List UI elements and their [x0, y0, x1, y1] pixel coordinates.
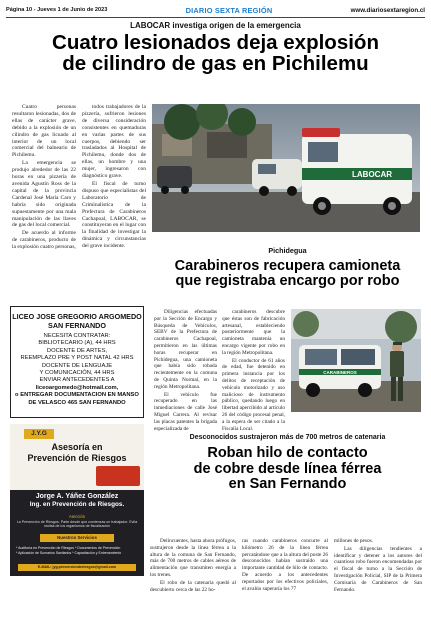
story3-kicker: Desconocidos sustrajeron más de 700 metros de catenaria	[189, 434, 386, 441]
story3-col1-p2: El robo de la catenaria quedó al descubierto cerca de las 22 ho-	[150, 579, 236, 593]
story1-kicker: LABOCAR investiga origen de la emergencia	[130, 21, 301, 30]
story2-headline-line1: Carabineros recupera camioneta	[174, 258, 401, 274]
story2-kicker: Pichidegua	[268, 246, 307, 255]
story1-headline-line1: Cuatro lesionados deja explosión	[52, 31, 379, 54]
story3-headline-line3: en San Fernando	[228, 476, 347, 492]
jyg-services-heading: Nuestros Servicios	[40, 534, 114, 542]
story3-headline-line1: Roban hilo de contacto	[207, 445, 368, 461]
story1-headline-line2: de cilindro de gas en Pichilemu	[62, 51, 369, 75]
story2-col2-p2: El conductor de 61 años de edad, fue detenido en primera instancia por los delitos de receptación de vehículo motorizado y uso malicioso de instrumento público, quedando luego en libertad apercibido al artículo 26 del código procesal penal, a la espera de ser citado a la Fiscalía Local.	[222, 357, 285, 432]
story3-col1	[150, 538, 236, 594]
ambulance-illustration	[152, 104, 420, 232]
liceo-line-3: DOCENTE DE ARTES,	[46, 347, 108, 354]
jyg-services-2: * Aplicación de Sumarios Sanitarios * Capacitación y Entrenamiento	[16, 551, 122, 555]
story2-headline	[150, 259, 425, 289]
liceo-line-4: REEMPLAZO PRE Y POST NATAL 42 HRS	[20, 355, 134, 362]
jyg-services-1: * Auditoría en Prevención de Riesgos * Documentos de Prevención	[16, 546, 121, 550]
police-truck-photo	[291, 309, 421, 412]
jyg-ad-top	[10, 424, 144, 490]
story2-col1-p2: El vehículo fue recuperado en las inmediaciones de calle José Miguel Carrera. Al revisar las placas patentes la brigada especializada de	[154, 391, 217, 432]
story3-headline	[150, 446, 425, 493]
page-header	[6, 4, 425, 16]
story3-col2	[242, 538, 328, 593]
story1-col2-p2: El fiscal de turno dispuso que especialistas del Laboratorio de Criminalística de la Prefectura de Carabineros Cachapoal, LABOCAR, se constituyeran en el lugar con la finalidad de investigar la dinámica y circunstancias del grave incidente.	[82, 180, 146, 250]
story3-col3-p1: millones de pesos.	[334, 538, 373, 544]
liceo-address: DE VELASCO 465 SAN FERNANDO	[28, 399, 126, 406]
ambulance-label: LABOCAR	[352, 170, 392, 179]
liceo-line-2: BIBLIOTECARIO (A), 44 HRS	[38, 340, 116, 347]
liceo-email[interactable]: liceoargomedo@hotmail.com,	[35, 384, 119, 391]
story3-col3	[334, 538, 422, 594]
liceo-title-line2: SAN FERNANDO	[48, 321, 106, 330]
story1-col2-p1: todos trabajadores de la pizzería, sufrieron lesiones de diversa consideración consistentes en quemaduras en varias partes de sus cuerpos, debiendo ser trasladados al Hospital de Pichilemu, donde dos de ellas, un hombre y una mujer, ingresaron con diagnóstico grave.	[82, 104, 146, 180]
jyg-name: Jorge A. Yáñez González	[35, 493, 119, 500]
jyg-contact-badge	[96, 466, 140, 486]
story2-col2-p1: carabineros descubre que éstas son de fabricación artesanal, estableciendo posteriormente que la camioneta mantenía un encargo vigente por robo en la región Metropolitana.	[222, 309, 285, 356]
story3-col1-p1: Delincuentes, hasta ahora prófugos, sustrajeron desde la línea férrea a la altura de la comuna de San Fernando, más de 700 metros de cables aéreos de alimentación que transmiten energía a los trenes.	[150, 538, 236, 578]
story2-col1	[154, 309, 217, 433]
liceo-line-7: ENVIAR ANTECEDENTES A	[39, 377, 115, 384]
liceo-title-line1: LICEO JOSE GREGORIO ARGOMEDO	[12, 312, 142, 321]
jyg-small-heading: Atención	[68, 514, 86, 519]
jyg-logo: J.Y.G	[24, 429, 54, 439]
liceo-line-9: o ENTREGAR DOCUMENTACION EN MANSO	[15, 392, 139, 399]
story3-headline-line2: de cobre desde línea férrea	[193, 460, 382, 477]
truck-label: CARABINEROS	[323, 370, 357, 375]
jyg-title-line2: Prevención de Riesgos	[27, 453, 127, 463]
ambulance-photo	[152, 104, 420, 232]
newspaper-brand: DIARIO SEXTA REGIÓN	[185, 5, 273, 15]
story1-col1-p2: La emergencia se produjo alrededor de las 22 horas en una pizzería de avenida Agustín Ross de la capital de la provincia Cardenal José María Caro y habría sido originada supuestamente por una mala manipulación de las llaves de gas del local comercial.	[12, 160, 76, 229]
jyg-title-line1: Asesoría en	[51, 442, 103, 452]
story2-col1-p1: Diligencias efectuadas por la Sección de Encargo y Búsqueda de Vehículos, SEBV de la Prefectura de carabineros Cachapoal, permitieron en las últimas horas recuperar en Pichidegua, una camioneta que había sido robada recientemente en la comuna de Quinta Normal, en la región Metropolitana.	[154, 309, 217, 390]
liceo-job-ad	[10, 306, 144, 418]
liceo-line-5: DOCENTE DE LENGUAJE	[41, 362, 113, 369]
jyg-small-text: La Prevención de Riesgos. Parte desde que comienzas un trabajador. Evita multas de los organismos de fiscalización	[16, 520, 138, 529]
story3-col3-p2: Las diligencias tendientes a identificar y detener a los autores del cuantioso robo fueron encomendadas por el fiscal de turno a la Sección de Investigación Policial, SIP de la Primera Comisaría de Carabineros de San Fernando.	[334, 545, 422, 593]
police-truck-illustration	[291, 309, 421, 412]
story1-col1	[12, 104, 76, 252]
jyg-profession: Ing. en Prevención de Riesgos.	[29, 501, 125, 508]
story1-col1-p3: De acuerdo al informe de carabineros, producto de la explosión cuatro personas,	[12, 230, 76, 251]
liceo-line-1: NECESITA CONTRATAR:	[43, 333, 111, 339]
jyg-email[interactable]: E-MAIL: jyg.prevencionderiesgos@gmail.com	[18, 564, 136, 571]
page-info: Página 10 - Jueves 1 de Junio de 2023	[6, 7, 108, 13]
header-rule	[6, 17, 425, 18]
jyg-prevention-ad	[10, 424, 144, 576]
story1-col2	[82, 104, 146, 251]
story1-headline	[6, 33, 425, 75]
story1-col1-p1: Cuatro personas resultaron lesionadas, dos de ellas de carácter grave, debido a la explosión de un cilindro de gas licuado al interior de un local comercial del balneario de Pichilemu.	[12, 104, 76, 159]
story2-col2	[222, 309, 285, 433]
website-link[interactable]: www.diariosextaregion.cl	[350, 6, 425, 14]
liceo-line-6: Y COMUNICACIÓN, 44 HRS	[39, 370, 115, 377]
story2-headline-line2: que registraba encargo por robo	[175, 272, 400, 289]
story3-col2-p1: ras cuando carabineros concurre al kilómetro 26 de la línea férrea percatándose que a la altura del poste 26 desconocidos habían sustraído una importante cantidad de hilo de contacto. De acuerdo a los antecedentes reportados por los efectivos policiales, el avalúo superaría los 77	[242, 538, 328, 592]
